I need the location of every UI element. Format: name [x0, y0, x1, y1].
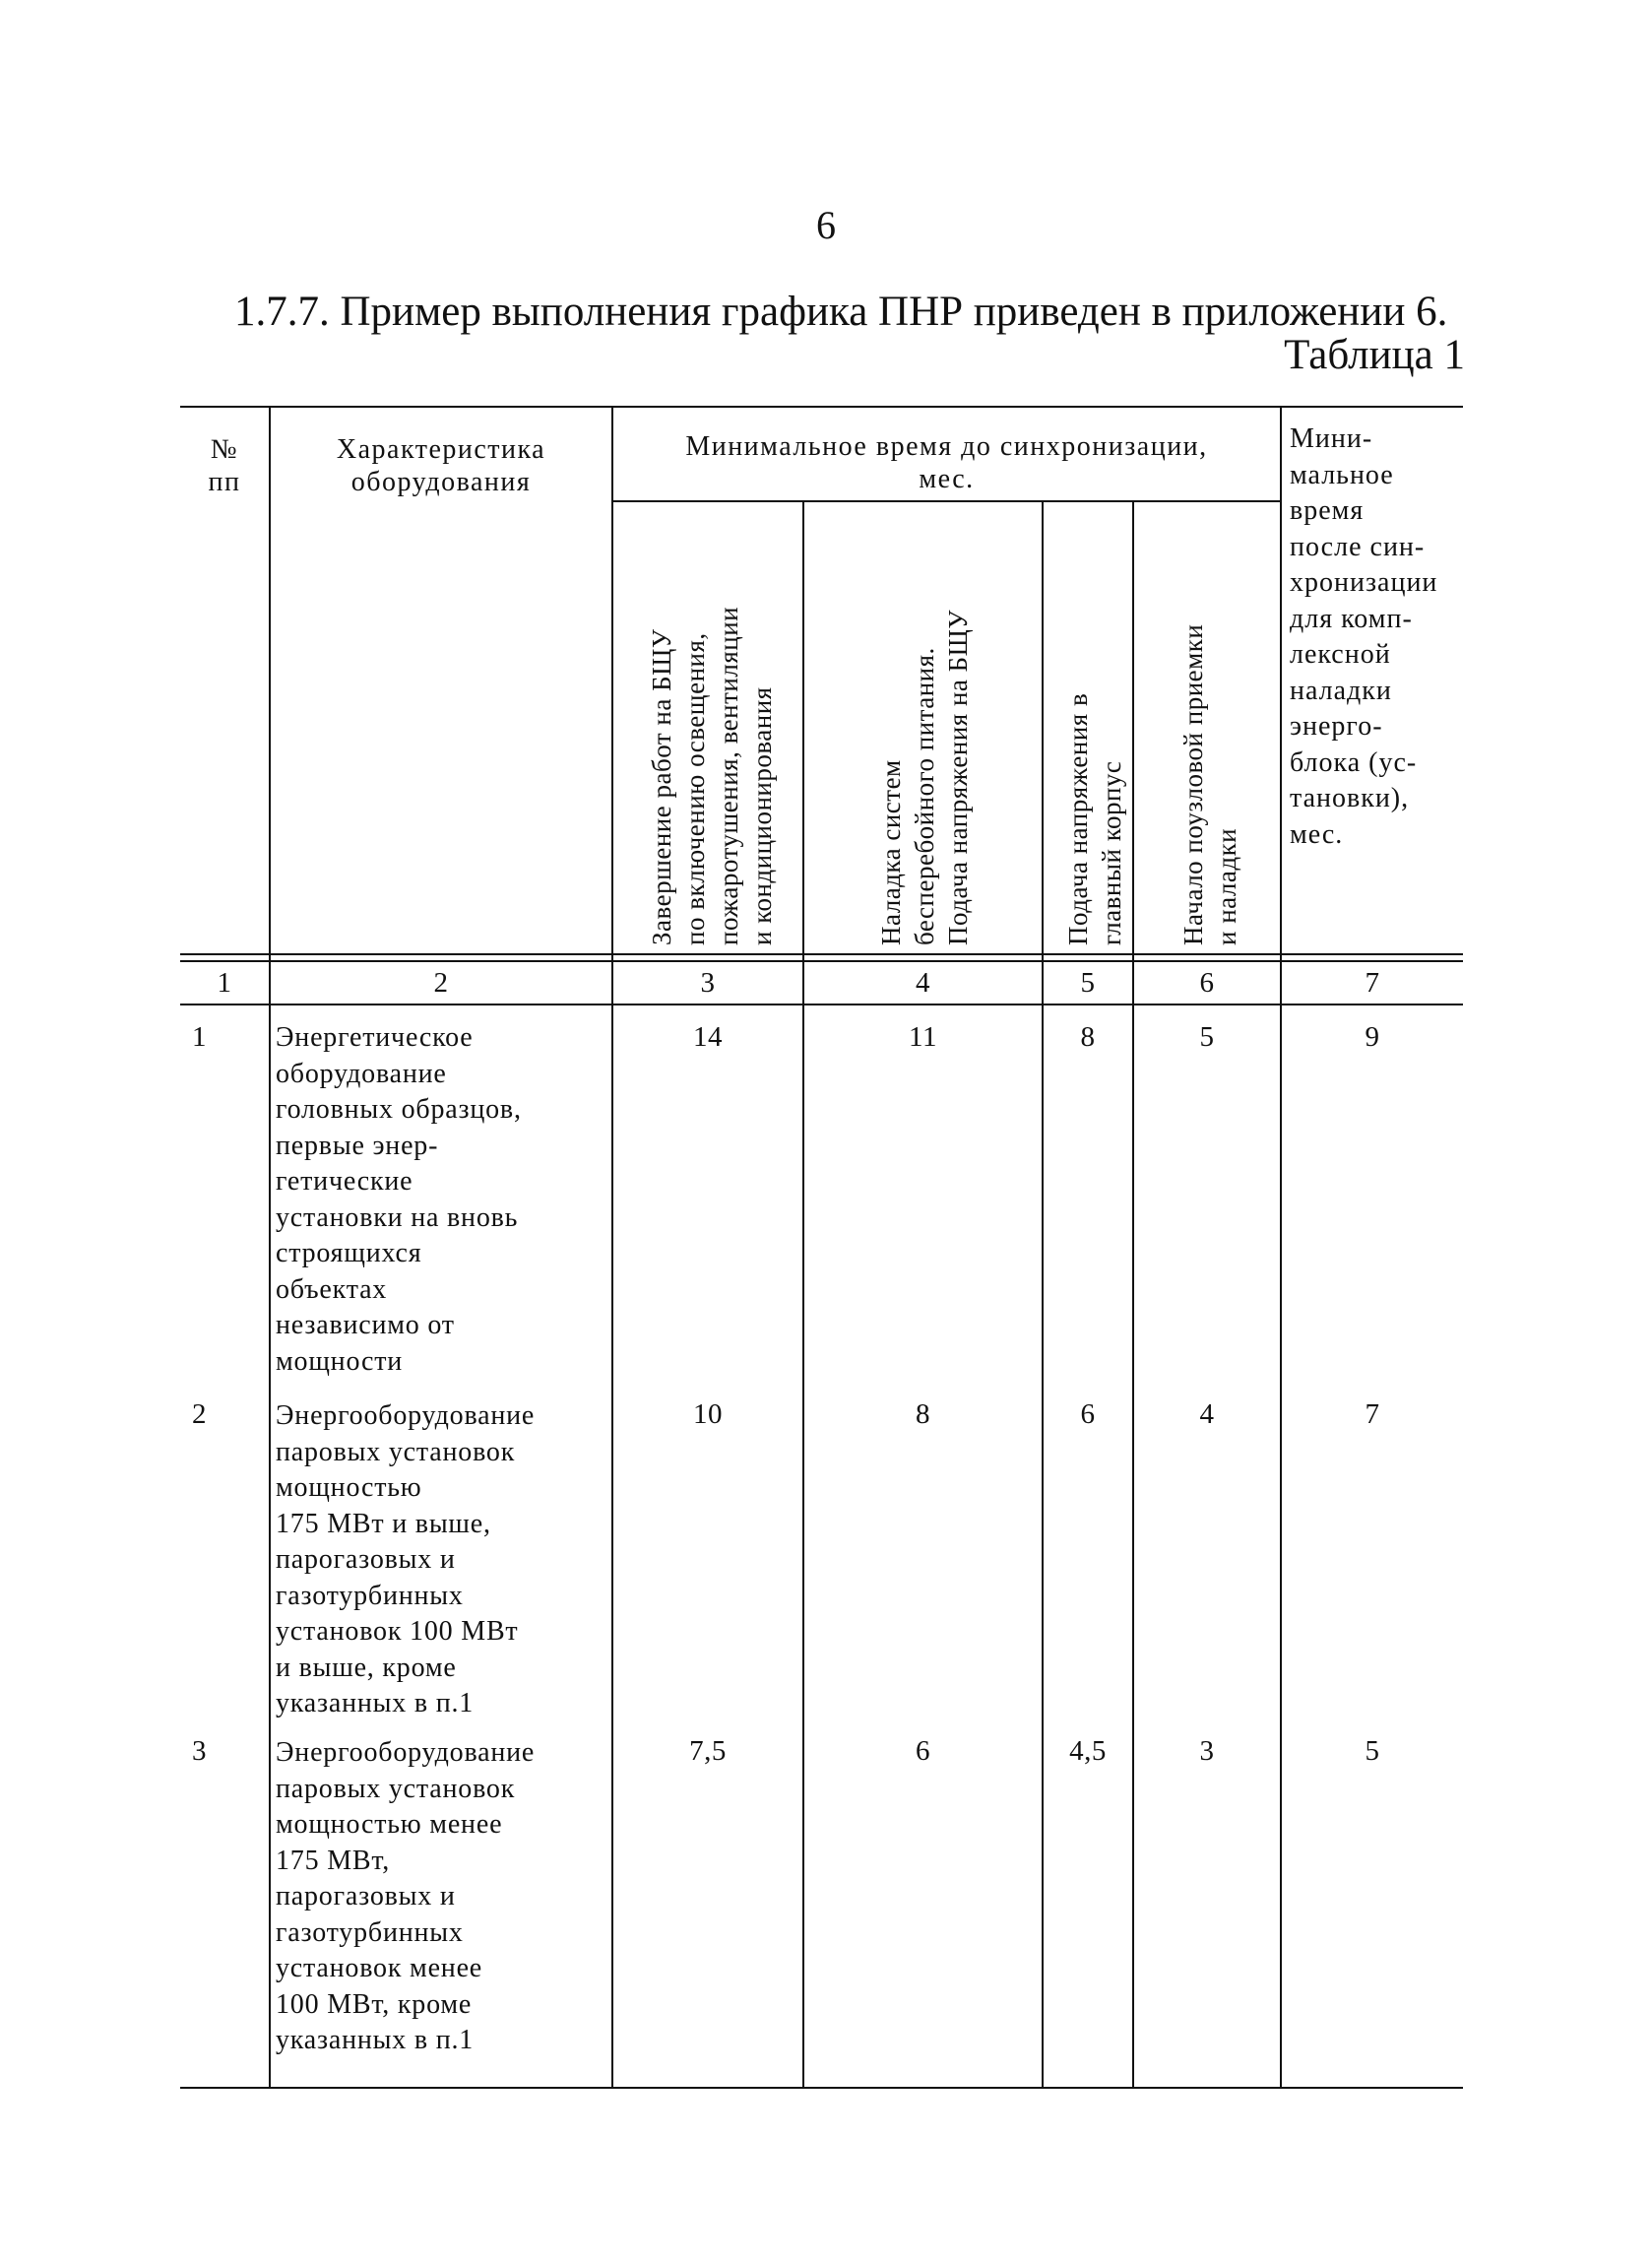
col-divider-2: [611, 406, 613, 2088]
header-col7-line12: мес.: [1290, 818, 1344, 850]
row-value-col4: 6: [916, 1735, 930, 1767]
row-description-line: установок менее: [276, 1953, 483, 1983]
column-number-1: 1: [217, 967, 232, 999]
col-divider-5: [1132, 500, 1134, 2088]
header-col7-line6: для комп-: [1290, 603, 1413, 634]
row-description-line: независимо от: [276, 1310, 455, 1340]
header-characteristic-line2: оборудования: [350, 467, 532, 497]
header-col7-line5: хронизации: [1290, 567, 1438, 598]
row-value-col6: 4: [1199, 1398, 1215, 1430]
row-description-line: указанных в п.1: [276, 1688, 475, 1718]
table-top-rule: [180, 406, 1463, 408]
header-col6-line1: Начало поузловой приемки: [1178, 623, 1208, 945]
subheader-rule: [612, 500, 1282, 502]
row-description-line: 175 МВт и выше,: [276, 1508, 491, 1539]
table-bottom-rule: [180, 2087, 1463, 2089]
header-col5-line1: Подача напряжения в: [1063, 692, 1093, 945]
row-value-col5: 6: [1080, 1398, 1096, 1430]
header-col7-line7: лексной: [1290, 639, 1391, 670]
header-col7-line11: тановки),: [1290, 783, 1410, 813]
col-divider-4: [1042, 500, 1044, 2088]
row-value-col5: 8: [1080, 1021, 1096, 1053]
header-col7-line9: энерго-: [1290, 711, 1383, 742]
row-description-line: газотурбинных: [276, 1580, 464, 1611]
row-description: [276, 1398, 610, 1722]
row-value-col3: 7,5: [689, 1735, 727, 1767]
row-value-col6: 5: [1199, 1021, 1215, 1053]
row-description-line: гетические: [276, 1166, 413, 1197]
row-description-line: указанных в п.1: [276, 2025, 475, 2055]
header-col3-line1: Завершение работ на БЩУ: [647, 628, 676, 945]
row-value-col7: 9: [1365, 1021, 1380, 1053]
header-col7-line8: наладки: [1290, 675, 1392, 706]
row-description-line: паровых установок: [276, 1773, 516, 1804]
column-number-3: 3: [700, 967, 716, 999]
row-description-line: установки на вновь: [276, 1201, 519, 1233]
row-value-col7: 7: [1365, 1398, 1380, 1430]
row-description-line: 100 МВт, кроме: [276, 1988, 473, 2020]
header-min-time-line2: мес.: [919, 464, 975, 494]
row-value-col5: 4,5: [1069, 1735, 1107, 1767]
header-col4-line3: Подача напряжения на БЩУ: [943, 609, 973, 945]
row-description-line: головных образцов,: [276, 1094, 522, 1125]
header-col7-line4: после син-: [1290, 531, 1426, 562]
header-col7: [1290, 421, 1463, 853]
row-description: [276, 1735, 610, 2059]
row-description-line: паровых установок: [276, 1436, 516, 1467]
row-description-line: мощностью: [276, 1472, 422, 1503]
row-description-line: Энергооборудование: [276, 1737, 536, 1768]
header-col7-line3: время: [1290, 495, 1365, 526]
header-num: [182, 433, 267, 498]
column-number-2: 2: [433, 967, 449, 999]
row-description: [276, 1020, 610, 1380]
row-description-line: парогазовых и: [276, 1544, 456, 1575]
row-description-line: первые энер-: [276, 1130, 439, 1161]
intro-paragraph: 1.7.7. Пример выполнения графика ПНР приведен в приложении 6.: [234, 289, 1448, 335]
header-col6-line2: и наладки: [1212, 827, 1241, 945]
row-value-col7: 5: [1365, 1735, 1380, 1767]
row-description-line: парогазовых и: [276, 1881, 456, 1912]
header-num-line1: №: [210, 434, 239, 465]
col-divider-1: [269, 406, 271, 2088]
header-num-line2: пп: [208, 467, 241, 497]
row-value-col3: 14: [693, 1021, 723, 1053]
header-col3-line3: пожаротушения, вентиляции: [714, 606, 743, 945]
header-bottom-rule: [180, 953, 1463, 955]
column-number-4: 4: [916, 967, 930, 999]
row-description-line: мощности: [276, 1345, 404, 1377]
row-description-line: и выше, кроме: [276, 1652, 457, 1683]
page-number: 6: [816, 203, 836, 247]
row-description-line: оборудование: [276, 1058, 447, 1089]
row-value-col4: 8: [916, 1398, 930, 1430]
column-number-6: 6: [1199, 967, 1215, 999]
header-col5-line2: главный корпус: [1097, 760, 1126, 945]
header-col3-line2: по включению освещения,: [680, 632, 710, 945]
row-value-col4: 11: [909, 1021, 937, 1053]
header-min-time-line1: Минимальное время до синхронизации,: [685, 431, 1208, 462]
row-value-col3: 10: [693, 1398, 723, 1430]
row-number: 3: [192, 1735, 207, 1767]
row-description-line: 175 МВт,: [276, 1845, 391, 1876]
row-value-col6: 3: [1199, 1735, 1215, 1767]
header-col7-line1: Мини-: [1290, 423, 1373, 454]
header-col4-line2: бесперебойного питания.: [910, 647, 939, 945]
header-characteristic: [273, 433, 609, 498]
row-number: 2: [192, 1398, 207, 1430]
row-description-line: Энергооборудование: [276, 1400, 536, 1431]
row-description-line: газотурбинных: [276, 1916, 464, 1948]
header-col7-line2: мальное: [1290, 459, 1394, 490]
header-characteristic-line1: Характеристика: [336, 434, 546, 465]
row-description-line: мощностью менее: [276, 1809, 503, 1840]
header-col4-line1: Наладка систем: [876, 759, 906, 945]
column-number-7: 7: [1365, 967, 1380, 999]
row-description-line: установок 100 МВт: [276, 1616, 519, 1647]
column-numbers-top-rule: [180, 960, 1463, 962]
header-min-time-group: [615, 430, 1278, 495]
row-number: 1: [192, 1021, 207, 1053]
col-divider-3: [802, 500, 804, 2088]
row-description-line: Энергетическое: [276, 1022, 474, 1053]
table-caption: Таблица 1: [1284, 332, 1465, 378]
row-description-line: объектах: [276, 1273, 388, 1305]
row-description-line: строящихся: [276, 1238, 422, 1268]
header-col7-line10: блока (ус-: [1290, 746, 1418, 778]
col-divider-6: [1280, 406, 1282, 2088]
column-numbers-bottom-rule: [180, 1004, 1463, 1005]
header-col3-line4: и кондиционирования: [747, 686, 777, 945]
column-number-5: 5: [1080, 967, 1096, 999]
